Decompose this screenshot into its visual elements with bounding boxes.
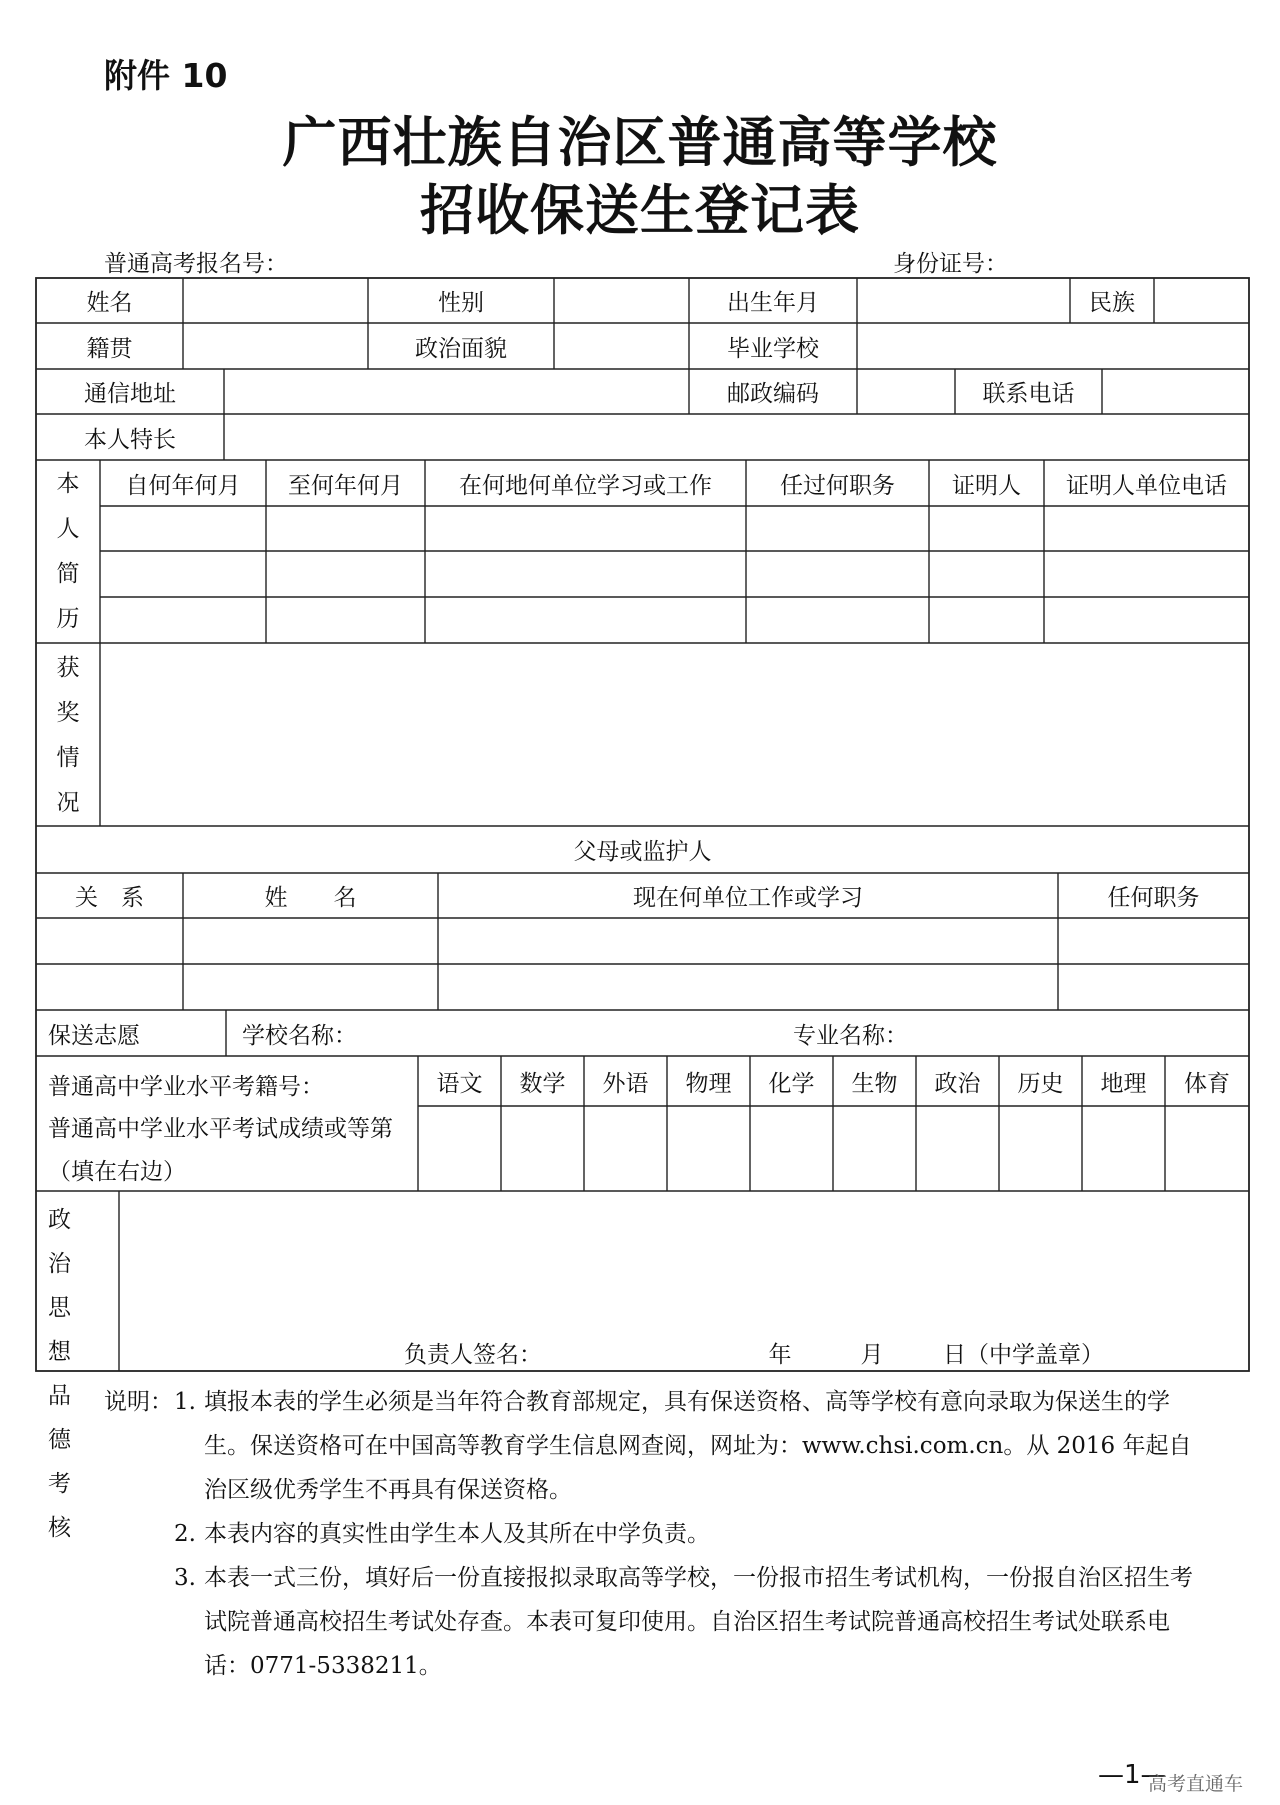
address-field[interactable]	[224, 369, 689, 414]
registration-number-label: 普通高考报名号：	[104, 251, 288, 277]
subject-biology: 生物	[851, 1070, 898, 1097]
subject-foreign-language: 外语	[602, 1070, 649, 1097]
note-text: 本表一式三份，填好后一份直接报拟录取高等学校，一份报市招生考试机构，一份报自治区招生考试院普通高校招生考试处存查。本表可复印使用。自治区招生考试院普通高校招生考试处联系电话：0771-5338211。	[204, 1565, 1193, 1679]
score-entry-row[interactable]	[418, 1106, 1249, 1191]
name-field[interactable]	[183, 278, 368, 323]
subject-physics: 物理	[685, 1070, 732, 1097]
subject-politics: 政治	[934, 1070, 981, 1097]
note-text: 填报本表的学生必须是当年符合教育部规定，具有保送资格、高等学校有意向录取为保送生的学生。保送资格可在中国高等教育学生信息网查阅，网址为：www.chsi.com.cn。从 2016 年起自治区级优秀学生不再具有保送资格。	[204, 1389, 1192, 1503]
political-field[interactable]	[554, 323, 689, 369]
resume-header-witness-phone: 证明人单位电话	[1066, 472, 1227, 499]
awards-label: 获奖情况	[56, 655, 80, 816]
resume-header-place: 在何地何单位学习或工作	[459, 472, 712, 499]
note-item-2	[104, 1512, 1194, 1556]
guardian-title: 父母或监护人	[573, 839, 712, 865]
subject-chemistry: 化学	[768, 1070, 815, 1097]
note-number: 3.	[174, 1565, 196, 1591]
postcode-field[interactable]	[857, 369, 955, 414]
political-label: 政治面貌	[415, 335, 507, 362]
subject-geography: 地理	[1100, 1070, 1147, 1097]
phone-field[interactable]	[1102, 369, 1249, 414]
gender-field[interactable]	[554, 278, 689, 323]
guardian-row-2[interactable]	[36, 964, 1249, 1010]
moral-signer-label: 负责人签名：	[404, 1341, 542, 1368]
watermark: 高考直通车	[1148, 1773, 1244, 1795]
resume-row-1[interactable]	[100, 506, 1249, 551]
score-label: 普通高中学业水平考试成绩或等第（填在右边）	[48, 1116, 393, 1185]
specialty-field[interactable]	[224, 414, 1249, 460]
recommend-label: 保送志愿	[48, 1022, 140, 1049]
note-item-3	[104, 1556, 1194, 1688]
resume-row-2[interactable]	[100, 551, 1249, 597]
page-number: —1—	[1098, 1760, 1167, 1790]
birth-label: 出生年月	[727, 290, 819, 316]
school-field[interactable]	[857, 323, 1249, 369]
moral-field[interactable]	[119, 1191, 1249, 1321]
moral-year-label: 年	[768, 1341, 792, 1368]
subject-pe: 体育	[1184, 1070, 1230, 1097]
origin-field[interactable]	[183, 323, 368, 369]
resume-row-3[interactable]	[100, 597, 1249, 643]
moral-label: 政治思想品德考核	[48, 1207, 83, 1541]
subject-history: 历史	[1017, 1070, 1064, 1097]
notes-section	[104, 1380, 1194, 1688]
awards-field[interactable]	[100, 643, 1249, 826]
resume-label: 本人简历	[56, 471, 80, 632]
phone-label: 联系电话	[982, 381, 1075, 407]
resume-header-from: 自何年何月	[125, 472, 241, 499]
origin-label: 籍贯	[86, 335, 133, 362]
gender-label: 性别	[438, 290, 484, 316]
specialty-label: 本人特长	[84, 426, 176, 453]
note-text: 本表内容的真实性由学生本人及其所在中学负责。	[204, 1521, 710, 1547]
birth-field[interactable]	[857, 278, 1070, 323]
ethnicity-label: 民族	[1089, 290, 1135, 316]
resume-header-to: 至何年何月	[288, 472, 403, 499]
attachment-label: 附件 10	[104, 56, 228, 95]
note-number: 1.	[174, 1389, 196, 1415]
recommend-major-label[interactable]: 专业名称：	[793, 1022, 908, 1049]
subject-chinese: 语文	[436, 1070, 483, 1097]
address-label: 通信地址	[84, 381, 176, 407]
note-number: 2.	[174, 1521, 196, 1547]
ethnicity-field[interactable]	[1154, 278, 1249, 323]
guardian-header-relation: 关 系	[75, 885, 144, 911]
moral-day-seal-label: 日（中学盖章）	[943, 1341, 1104, 1368]
guardian-header-position: 任何职务	[1107, 885, 1200, 911]
resume-header-witness: 证明人	[952, 472, 1021, 499]
guardian-row-1[interactable]	[36, 918, 1249, 964]
id-number-label: 身份证号：	[893, 251, 1008, 277]
name-label: 姓名	[86, 290, 133, 316]
guardian-header-workplace: 现在何单位工作或学习	[633, 885, 863, 911]
recommend-school-label[interactable]: 学校名称：	[242, 1022, 357, 1049]
title-line-1: 广西壮族自治区普通高等学校	[282, 111, 998, 174]
resume-header-position: 任过何职务	[780, 472, 895, 499]
notes-label: 说明：	[104, 1389, 173, 1415]
moral-month-label: 月	[860, 1341, 884, 1368]
note-item-1	[104, 1380, 1194, 1512]
guardian-header-name: 姓 名	[264, 885, 357, 911]
postcode-label: 邮政编码	[727, 381, 819, 407]
title-line-2: 招收保送生登记表	[420, 179, 860, 242]
exam-number-label: 普通高中学业水平考籍号：	[48, 1073, 324, 1100]
subject-math: 数学	[519, 1070, 566, 1097]
school-label: 毕业学校	[727, 335, 819, 362]
